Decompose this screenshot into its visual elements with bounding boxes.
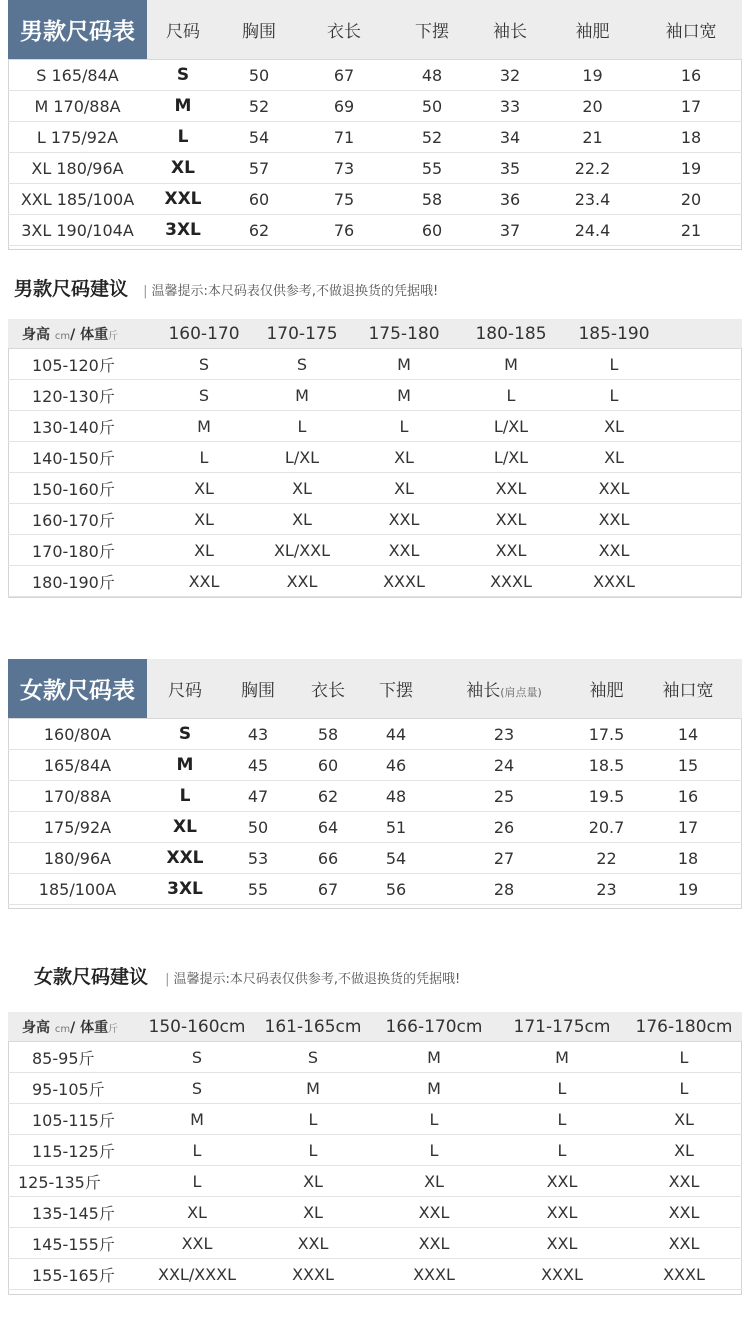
table-cell: 67	[299, 60, 389, 91]
height-range: 176-180cm	[626, 1012, 742, 1042]
tip-text: 温馨提示:本尺码表仅供参考,不做退换货的凭据哦!	[173, 972, 461, 987]
table-cell: 50	[219, 60, 299, 91]
body-spec: 185/100A	[8, 874, 147, 905]
table-cell: L	[370, 1104, 498, 1135]
table-cell: 55	[223, 874, 293, 905]
table-cell: XXL	[498, 1197, 626, 1228]
table-cell: 60	[389, 215, 475, 246]
table-row	[8, 473, 742, 504]
corner-jin: 斤	[108, 330, 119, 342]
header-cell: 袖口宽	[640, 0, 742, 60]
weight-range: 150-160斤	[8, 473, 156, 504]
men-rec-header-row	[8, 319, 742, 349]
body-spec: 180/96A	[8, 843, 147, 874]
table-cell: XXL	[498, 1166, 626, 1197]
women-size-table	[8, 659, 742, 905]
height-range: 161-165cm	[256, 1012, 370, 1042]
table-cell: M	[498, 1042, 626, 1073]
table-cell: 69	[299, 91, 389, 122]
table-cell: 43	[223, 719, 293, 750]
size-code: M	[147, 91, 219, 122]
corner-height: 身高	[22, 326, 50, 343]
table-cell: L	[256, 1104, 370, 1135]
table-cell: 24	[429, 750, 579, 781]
table-cell: 15	[634, 750, 742, 781]
table-cell: 18.5	[579, 750, 634, 781]
table-cell: XXL	[626, 1197, 742, 1228]
table-cell: 47	[223, 781, 293, 812]
table-cell: XL	[252, 504, 352, 535]
weight-range: 180-190斤	[8, 566, 156, 597]
corner-cm: cm	[54, 1023, 71, 1035]
height-range: 185-190	[566, 319, 662, 349]
table-row	[8, 411, 742, 442]
size-code: L	[147, 781, 223, 812]
table-cell: 56	[363, 874, 429, 905]
table-row	[8, 843, 742, 874]
table-cell: 62	[219, 215, 299, 246]
table-row	[8, 122, 742, 153]
table-cell: L	[370, 1135, 498, 1166]
table-cell: XXL	[138, 1228, 256, 1259]
weight-range: 115-125斤	[8, 1135, 138, 1166]
table-cell: L	[352, 411, 456, 442]
table-cell: 58	[389, 184, 475, 215]
table-row	[8, 1042, 742, 1073]
table-cell: M	[370, 1073, 498, 1104]
table-cell: 50	[389, 91, 475, 122]
table-cell: XXXL	[456, 566, 566, 597]
sleeve-label: 袖长	[466, 681, 501, 701]
table-cell: 51	[363, 812, 429, 843]
table-cell: L	[138, 1135, 256, 1166]
table-cell: 22	[579, 843, 634, 874]
table-cell: L	[256, 1135, 370, 1166]
table-cell: 75	[299, 184, 389, 215]
table-cell: XL	[138, 1197, 256, 1228]
header-cell	[429, 659, 579, 719]
table-cell: 23	[579, 874, 634, 905]
table-cell: 32	[475, 60, 545, 91]
table-cell: 64	[293, 812, 363, 843]
table-cell: 19.5	[579, 781, 634, 812]
table-cell: XXL	[456, 535, 566, 566]
tip-text: 温馨提示:本尺码表仅供参考,不做退换货的凭据哦!	[151, 284, 439, 299]
table-cell: 26	[429, 812, 579, 843]
header-cell: 衣长	[299, 0, 389, 60]
weight-range: 135-145斤	[8, 1197, 138, 1228]
table-cell: 36	[475, 184, 545, 215]
table-cell: L	[626, 1042, 742, 1073]
women-rec-header-row	[8, 1012, 742, 1042]
women-size-header-row	[8, 659, 742, 719]
body-spec: XL 180/96A	[8, 153, 147, 184]
table-cell: L	[456, 380, 566, 411]
size-code: XL	[147, 812, 223, 843]
table-cell: 20.7	[579, 812, 634, 843]
table-cell: 54	[363, 843, 429, 874]
table-cell: 21	[640, 215, 742, 246]
header-cell: 袖口宽	[634, 659, 742, 719]
men-rec-tip	[143, 284, 438, 299]
table-cell: L	[498, 1135, 626, 1166]
women-size-title: 女款尺码表	[8, 659, 147, 719]
table-cell: XL	[256, 1166, 370, 1197]
table-cell: 19	[640, 153, 742, 184]
table-cell: M	[456, 349, 566, 380]
table-cell: XL	[566, 411, 662, 442]
table-cell: 23	[429, 719, 579, 750]
body-spec: 160/80A	[8, 719, 147, 750]
table-cell: XL	[156, 504, 252, 535]
table-cell: XXL	[352, 504, 456, 535]
row-spacer	[662, 349, 742, 380]
table-cell: 60	[219, 184, 299, 215]
table-cell: M	[156, 411, 252, 442]
table-cell: 55	[389, 153, 475, 184]
height-range: 171-175cm	[498, 1012, 626, 1042]
table-row	[8, 442, 742, 473]
table-cell: L	[138, 1166, 256, 1197]
men-size-table	[8, 0, 742, 246]
body-spec: S 165/84A	[8, 60, 147, 91]
height-range: 175-180	[352, 319, 456, 349]
men-rec-heading	[14, 274, 438, 301]
size-code: S	[147, 719, 223, 750]
table-row	[8, 504, 742, 535]
table-row	[8, 380, 742, 411]
corner-slash: /	[70, 326, 76, 343]
header-cell: 胸围	[219, 0, 299, 60]
table-cell: 37	[475, 215, 545, 246]
size-code: XL	[147, 153, 219, 184]
men-rec-title: 男款尺码建议	[14, 278, 129, 300]
table-row	[8, 91, 742, 122]
table-cell: S	[138, 1042, 256, 1073]
row-spacer	[662, 504, 742, 535]
table-row	[8, 1228, 742, 1259]
table-cell: L	[252, 411, 352, 442]
table-cell: 21	[545, 122, 640, 153]
table-cell: 25	[429, 781, 579, 812]
table-cell: XL/XXL	[252, 535, 352, 566]
table-cell: S	[252, 349, 352, 380]
table-cell: 27	[429, 843, 579, 874]
row-spacer	[662, 442, 742, 473]
corner-weight: 体重	[80, 1019, 109, 1036]
table-cell: XL	[156, 535, 252, 566]
women-rec-title: 女款尺码建议	[34, 966, 149, 988]
table-cell: 50	[223, 812, 293, 843]
table-cell: XXXL	[498, 1259, 626, 1290]
table-row	[8, 1135, 742, 1166]
table-cell: XXL/XXXL	[138, 1259, 256, 1290]
table-cell: XL	[566, 442, 662, 473]
row-spacer	[662, 535, 742, 566]
body-spec: XXL 185/100A	[8, 184, 147, 215]
table-cell: 52	[389, 122, 475, 153]
weight-range: 105-115斤	[8, 1104, 138, 1135]
tip-divider: |	[143, 284, 148, 299]
table-cell: M	[252, 380, 352, 411]
header-cell: 袖长	[475, 0, 545, 60]
height-range: 160-170	[156, 319, 252, 349]
table-cell: XXL	[352, 535, 456, 566]
table-cell: XXL	[566, 504, 662, 535]
table-cell: XXL	[626, 1166, 742, 1197]
sleeve-note: (肩点量)	[500, 686, 542, 699]
table-cell: S	[138, 1073, 256, 1104]
height-weight-corner	[8, 1012, 138, 1042]
table-row	[8, 349, 742, 380]
table-cell: XXL	[566, 535, 662, 566]
women-rec-tip	[165, 972, 460, 987]
size-code: 3XL	[147, 215, 219, 246]
table-row	[8, 566, 742, 597]
weight-range: 140-150斤	[8, 442, 156, 473]
weight-range: 95-105斤	[8, 1073, 138, 1104]
row-spacer	[662, 411, 742, 442]
table-cell: XXXL	[566, 566, 662, 597]
size-code: XXL	[147, 184, 219, 215]
table-cell: XXL	[156, 566, 252, 597]
table-cell: 52	[219, 91, 299, 122]
weight-range: 105-120斤	[8, 349, 156, 380]
table-cell: XL	[252, 473, 352, 504]
weight-range: 155-165斤	[8, 1259, 138, 1290]
weight-range: 130-140斤	[8, 411, 156, 442]
header-cell: 袖肥	[579, 659, 634, 719]
corner-cm: cm	[54, 330, 71, 342]
row-spacer	[662, 473, 742, 504]
table-row	[8, 1197, 742, 1228]
table-cell: XXL	[252, 566, 352, 597]
size-code: 3XL	[147, 874, 223, 905]
table-cell: 73	[299, 153, 389, 184]
table-cell: XXXL	[626, 1259, 742, 1290]
header-cell: 尺码	[147, 659, 223, 719]
height-range: 170-175	[252, 319, 352, 349]
table-cell: L	[566, 380, 662, 411]
table-cell: S	[156, 349, 252, 380]
table-cell: 67	[293, 874, 363, 905]
header-spacer	[662, 319, 742, 349]
table-cell: L/XL	[252, 442, 352, 473]
weight-range: 160-170斤	[8, 504, 156, 535]
table-cell: XXXL	[256, 1259, 370, 1290]
table-cell: 33	[475, 91, 545, 122]
table-cell: 28	[429, 874, 579, 905]
table-cell: 45	[223, 750, 293, 781]
body-spec: L 175/92A	[8, 122, 147, 153]
body-spec: 3XL 190/104A	[8, 215, 147, 246]
body-spec: M 170/88A	[8, 91, 147, 122]
table-cell: S	[156, 380, 252, 411]
table-cell: L	[498, 1073, 626, 1104]
table-cell: 16	[640, 60, 742, 91]
table-cell: XL	[256, 1197, 370, 1228]
table-cell: L/XL	[456, 411, 566, 442]
table-cell: M	[256, 1073, 370, 1104]
table-cell: 14	[634, 719, 742, 750]
height-range: 180-185	[456, 319, 566, 349]
table-cell: 44	[363, 719, 429, 750]
corner-slash: /	[70, 1019, 76, 1036]
row-spacer	[662, 380, 742, 411]
size-code: XXL	[147, 843, 223, 874]
tip-divider: |	[165, 972, 170, 987]
table-cell: M	[352, 380, 456, 411]
table-cell: 20	[640, 184, 742, 215]
table-cell: 22.2	[545, 153, 640, 184]
body-spec: 170/88A	[8, 781, 147, 812]
table-row	[8, 1104, 742, 1135]
table-cell: M	[370, 1042, 498, 1073]
table-cell: XXL	[498, 1228, 626, 1259]
corner-jin: 斤	[108, 1023, 119, 1035]
table-cell: 66	[293, 843, 363, 874]
table-row	[8, 874, 742, 905]
table-cell: 19	[545, 60, 640, 91]
table-cell: XXL	[256, 1228, 370, 1259]
table-cell: 16	[634, 781, 742, 812]
size-code: S	[147, 60, 219, 91]
table-cell: XL	[626, 1135, 742, 1166]
table-row	[8, 153, 742, 184]
header-cell: 下摆	[389, 0, 475, 60]
table-cell: XXL	[566, 473, 662, 504]
height-range: 150-160cm	[138, 1012, 256, 1042]
weight-range: 120-130斤	[8, 380, 156, 411]
table-cell: L	[156, 442, 252, 473]
table-row	[8, 215, 742, 246]
table-cell: L/XL	[456, 442, 566, 473]
table-cell: 62	[293, 781, 363, 812]
table-cell: L	[498, 1104, 626, 1135]
table-cell: XXL	[370, 1197, 498, 1228]
size-code: M	[147, 750, 223, 781]
table-cell: 71	[299, 122, 389, 153]
table-cell: 58	[293, 719, 363, 750]
table-row	[8, 719, 742, 750]
table-row	[8, 1259, 742, 1290]
row-spacer	[662, 566, 742, 597]
header-cell: 胸围	[223, 659, 293, 719]
table-cell: 19	[634, 874, 742, 905]
header-cell: 衣长	[293, 659, 363, 719]
body-spec: 165/84A	[8, 750, 147, 781]
weight-range: 145-155斤	[8, 1228, 138, 1259]
table-cell: XL	[352, 473, 456, 504]
table-cell: M	[138, 1104, 256, 1135]
table-cell: 46	[363, 750, 429, 781]
table-row	[8, 184, 742, 215]
table-cell: 20	[545, 91, 640, 122]
table-cell: XL	[156, 473, 252, 504]
table-cell: L	[626, 1073, 742, 1104]
table-cell: M	[352, 349, 456, 380]
size-code: L	[147, 122, 219, 153]
weight-range: 125-135斤	[8, 1166, 138, 1197]
table-row	[8, 60, 742, 91]
table-cell: XL	[370, 1166, 498, 1197]
table-cell: 17.5	[579, 719, 634, 750]
table-cell: 53	[223, 843, 293, 874]
table-cell: XL	[352, 442, 456, 473]
body-spec: 175/92A	[8, 812, 147, 843]
table-cell: 54	[219, 122, 299, 153]
table-cell: 35	[475, 153, 545, 184]
men-rec-table	[8, 319, 742, 597]
table-cell: 48	[389, 60, 475, 91]
table-cell: XXL	[456, 504, 566, 535]
table-cell: 34	[475, 122, 545, 153]
table-cell: 76	[299, 215, 389, 246]
table-row	[8, 781, 742, 812]
table-cell: XXL	[626, 1228, 742, 1259]
height-range: 166-170cm	[370, 1012, 498, 1042]
table-cell: 17	[640, 91, 742, 122]
men-size-title: 男款尺码表	[8, 0, 147, 60]
height-weight-corner	[8, 319, 156, 349]
header-cell: 袖肥	[545, 0, 640, 60]
table-cell: L	[566, 349, 662, 380]
header-cell: 尺码	[147, 0, 219, 60]
table-cell: 48	[363, 781, 429, 812]
table-row	[8, 535, 742, 566]
weight-range: 170-180斤	[8, 535, 156, 566]
table-cell: XXL	[370, 1228, 498, 1259]
women-rec-table	[8, 1012, 742, 1290]
women-rec-heading	[34, 962, 460, 989]
men-size-header-row	[8, 0, 742, 60]
table-cell: XXXL	[370, 1259, 498, 1290]
table-cell: XL	[626, 1104, 742, 1135]
table-cell: 18	[634, 843, 742, 874]
header-cell: 下摆	[363, 659, 429, 719]
table-cell: 17	[634, 812, 742, 843]
table-cell: 60	[293, 750, 363, 781]
table-cell: S	[256, 1042, 370, 1073]
table-row	[8, 750, 742, 781]
table-cell: XXL	[456, 473, 566, 504]
table-cell: 24.4	[545, 215, 640, 246]
table-cell: 23.4	[545, 184, 640, 215]
table-cell: XXXL	[352, 566, 456, 597]
corner-weight: 体重	[80, 326, 109, 343]
weight-range: 85-95斤	[8, 1042, 138, 1073]
table-cell: 57	[219, 153, 299, 184]
table-row	[8, 812, 742, 843]
corner-height: 身高	[22, 1019, 50, 1036]
table-row	[8, 1073, 742, 1104]
table-cell: 18	[640, 122, 742, 153]
table-row	[8, 1166, 742, 1197]
